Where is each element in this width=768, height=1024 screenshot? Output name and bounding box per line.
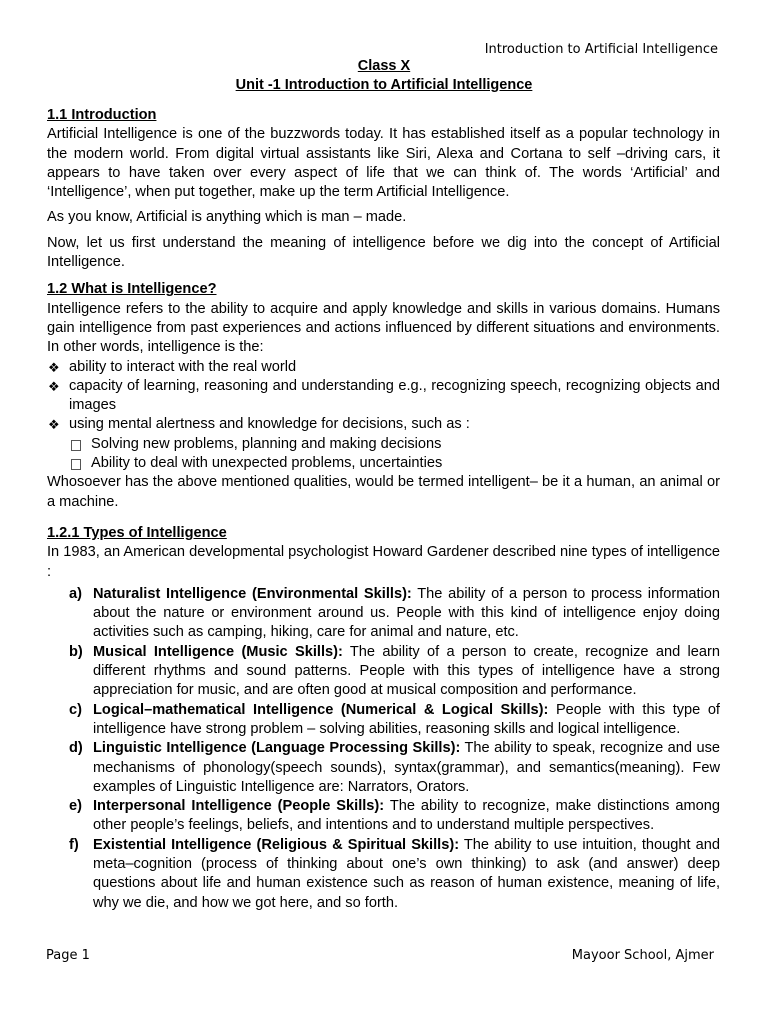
intro-paragraph-1: Artificial Intelligence is one of the buzzwords today. It has established itself as a popular technology in the modern world. From digital virtual assistants like Siri, Alexa and Cortana to self –driving cars, it appears to have taken over every aspect of life that we can think of. The words ‘Artificial’ and ‘Intelligence’, when put together, make up the term Artificial Intelligence. <box>47 126 720 201</box>
section-heading-types: 1.2.1 Types of Intelligence <box>47 524 227 541</box>
class-title: Class X <box>357 58 411 74</box>
what-paragraph-2: Whosoever has the above mentioned qualities, would be termed intelligent– be it a human, an animal or a machine. <box>47 474 720 510</box>
document-body <box>47 106 720 913</box>
diamond-bullet-icon: ❖ <box>48 417 60 433</box>
types-list <box>47 585 720 913</box>
diamond-bullet-icon: ❖ <box>48 378 60 394</box>
section-heading-what: 1.2 What is Intelligence? <box>47 281 217 298</box>
list-item: b) Musical Intelligence (Music Skills): The ability of a person to create, recognize and learn different rhythms and sound patterns. People with this types of intelligence have a strong appreciation for music, and are often good at musical composition and performance. <box>69 643 720 699</box>
sub-bullet-list <box>69 435 720 474</box>
list-item: f) Existential Intelligence (Religious & Spiritual Skills): The ability to use intuition, thought and meta–cognition (process of thinking about one’s own thinking) to ask (and answer) deep questions about life and human existence such as reason of human existence, meaning of life, why we die, and how we got here, and so forth. <box>69 836 720 911</box>
list-item: e) Interpersonal Intelligence (People Skills): The ability to recognize, make distinctions among other people’s feelings, beliefs, and intentions and to understand multiple perspectives. <box>69 798 720 834</box>
list-item: ❖ ability to interact with the real world <box>47 358 720 377</box>
list-item: Solving new problems, planning and making decisions <box>69 435 720 454</box>
intro-paragraph-2: As you know, Artificial is anything which is man – made. <box>47 209 407 226</box>
list-item: ❖ capacity of learning, reasoning and understanding e.g., recognizing speech, recognizing objects and images <box>48 377 720 414</box>
unit-title: Unit -1 Introduction to Artificial Intelligence <box>235 77 533 93</box>
running-header: Introduction to Artificial Intelligence <box>484 42 718 57</box>
list-item: a) Naturalist Intelligence (Environmental Skills): The ability of a person to process information about the nature or environment around us. People with this kind of intelligence enjoy doing activities such as camping, hiking, care for animal and nature, etc. <box>69 585 720 641</box>
what-paragraph-1: Intelligence refers to the ability to acquire and apply knowledge and skills in various domains. Humans gain intelligence from past experiences and actions influenced by different situations and environments. In other words, intelligence is the: <box>47 300 720 356</box>
page-number: Page 1 <box>46 948 90 963</box>
types-intro: In 1983, an American developmental psychologist Howard Gardener described nine types of intelligence : <box>47 544 720 580</box>
checkbox-bullet-icon <box>71 459 81 470</box>
title-block <box>0 57 768 95</box>
checkbox-bullet-icon <box>71 440 81 451</box>
section-heading-intro: 1.1 Introduction <box>47 107 157 123</box>
intelligence-bullet-list <box>47 358 720 474</box>
school-name: Mayoor School, Ajmer <box>571 948 714 963</box>
list-item: ❖ using mental alertness and knowledge for decisions, such as : Solving new problems, planning and making decisions Ability to deal with unexpected problems, uncertainties <box>47 415 720 473</box>
diamond-bullet-icon: ❖ <box>48 359 60 375</box>
list-item: d) Linguistic Intelligence (Language Processing Skills): The ability to speak, recognize and use mechanisms of phonology(speech sounds), syntax(grammar), and semantics(meaning). Few examples of Linguistic Intelligence are: Narrators, Orators. <box>69 740 721 795</box>
intro-paragraph-3: Now, let us first understand the meaning of intelligence before we dig into the concept of Artificial Intelligence. <box>47 234 720 271</box>
list-item: Ability to deal with unexpected problems, uncertainties <box>69 454 720 473</box>
list-item: c) Logical–mathematical Intelligence (Numerical & Logical Skills): People with this type of intelligence have strong problem – solving abilities, reasoning skills and logical intelligence. <box>69 701 720 737</box>
